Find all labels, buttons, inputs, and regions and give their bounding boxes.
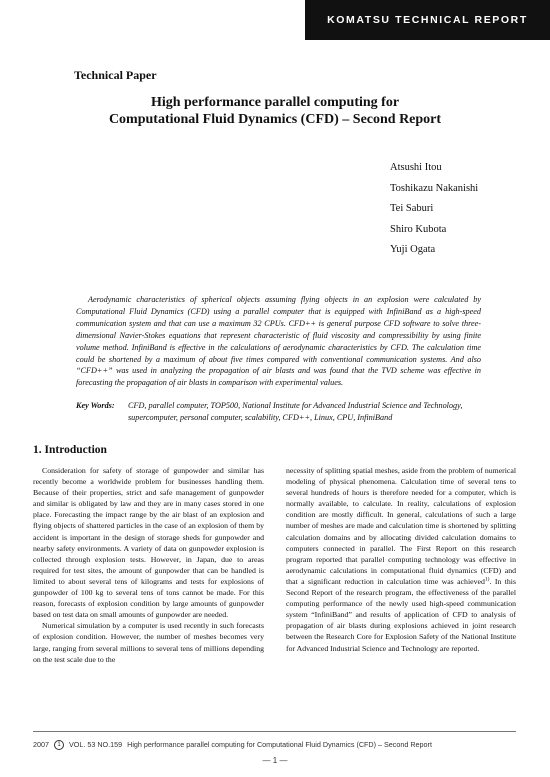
body-column-right [286, 465, 516, 654]
author-name: Toshikazu Nakanishi [390, 182, 479, 194]
body-paragraph: Consideration for safety of storage of gunpowder and similar has recently become a worldwide problem for businesses handling them. Because of their properties, strict and safe management of gunpowder and similar is obligated by law and they are in many cases stored in one place. Forecasting the impact range by the air blast of an explosion and flying objects of shattered particles in the case of an explosion of them by accident is important in the design of storage sheds for gunpowder and nearby safety environments. A variety of data on gunpowder explosion is collected through explosion tests. However, in Japan, due to areas required for test sites, the amount of gunpowder that can be handled is limited to about several tens of kilograms and tests for explosions of gunpowder of 100 kg to several tens of tons cannot be made. For this reason, forecasts of explosion condition by large amounts of gunpowder based on test data on small amounts of gunpowder are needed. [33, 466, 264, 620]
keywords-text: CFD, parallel computer, TOP500, National Institute for Advanced Industrial Science and Technology, supercomputer, personal computer, scalability, CFD++, Linux, CPU, InfiniBand [128, 401, 463, 422]
footer-circled-number: 1 [54, 740, 64, 750]
paper-title-line-2: Computational Fluid Dynamics (CFD) – Second Report [108, 112, 442, 127]
footer-year: 2007 [33, 740, 49, 749]
footer-divider [33, 731, 516, 732]
section-heading-introduction: 1. Introduction [33, 444, 107, 456]
author-name: Shiro Kubota [390, 223, 447, 235]
author-name: Yuji Ogata [390, 244, 436, 255]
page-number: — 1 — [262, 756, 288, 765]
keywords [76, 400, 482, 424]
author-name: Tei Saburi [390, 203, 434, 214]
body-paragraph: Numerical simulation by a computer is used recently in such forecasts of explosion condition. However, the number of meshes becomes very large, ranging from several millions to several tens of millions depending on the test scale due to the [33, 621, 264, 664]
footer-running-title: High performance parallel computing for Computational Fluid Dynamics (CFD) – Second Report [127, 740, 432, 749]
footer-volume: VOL. 53 NO.159 [69, 740, 123, 749]
citation-reference: 1) [484, 576, 490, 583]
keywords-label: Key Words: [76, 401, 115, 410]
body-paragraph [286, 465, 516, 654]
author-name: Atsushi Itou [390, 162, 442, 173]
paper-title-line-1: High performance parallel computing for [150, 95, 400, 110]
body-text: . In this Second Report of the research program, the effectiveness of the parallel computing performance of the newly used high-speed communication system “InfiniBand” and results of application of CFD to analysis of propagation of air blasts during explosions achieved in joint research between the Research Core for Explosion Safety of the National Institute for Advanced Industrial Science and Technology are reported. [286, 576, 517, 653]
paper-type: Technical Paper [74, 68, 157, 82]
body-column-left [33, 465, 264, 665]
abstract: Aerodynamic characteristics of spherical objects assuming flying objects in an explosion were calculated by Computational Fluid Dynamics (CFD) using a parallel computer that is equipped with InfiniBand as a high-speed communication system and that can use a maximum 32 CPUs. CFD++ is general purpose CFD software to solve three-dimensional Navier-Stokes equations that represent characteristic of fluid viscosity and compressibility by using finite volume method. InfiniBand is effective in the calculations of aerodynamic characteristics by CFD. The calculation time could be shortened by a maximum of about five times compared with conventional communication systems. And also “CFD++” was used in analyzing the propagation of air blasts and was found that the TVD scheme was effective in forecasting the propagation of air blasts in comparison with experimental values. [76, 295, 481, 388]
journal-banner-text: KOMATSU TECHNICAL REPORT [327, 14, 528, 26]
journal-banner [305, 0, 550, 40]
page-footer [33, 740, 516, 750]
body-text: necessity of splitting spatial meshes, aside from the problem of numerical modeling of physical phenomena. Calculation time of several tens to several hundreds of hours is therefore needed for a computer, which is normally available, to calculate. In reality, calculations of explosion condition are mostly difficult. In general, calculations of such a large number of meshes are made and calculation time is shortened by splitting calculation domains and by allocating divided calculation domains to computers connected in parallel. The First Report on this research program reported that parallel computing technology was effective in aerodynamic calculations in computational fluid dynamics (CFD) and that a significant reduction in calculation time was achieved [286, 466, 516, 586]
author-list [390, 158, 540, 261]
